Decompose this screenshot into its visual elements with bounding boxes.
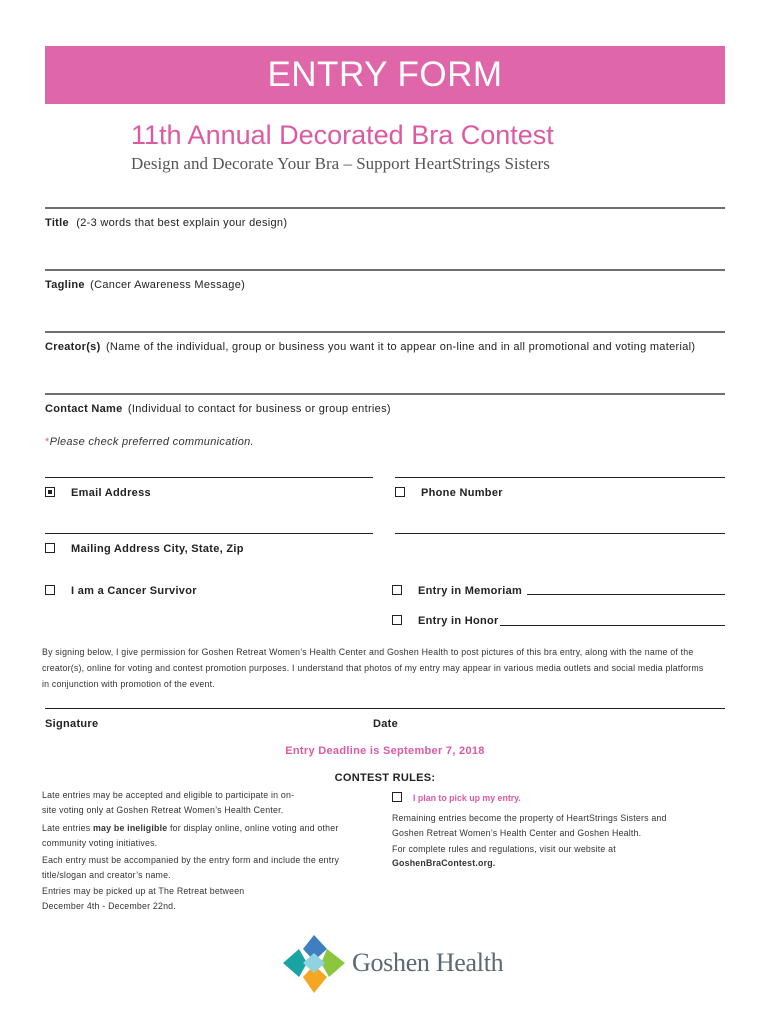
creators-top-rule [45, 331, 725, 333]
title-hint: (2-3 words that best explain your design) [76, 217, 288, 229]
honor-checkbox[interactable] [392, 615, 402, 625]
tagline-label: Tagline [45, 279, 85, 291]
communication-note [45, 436, 254, 448]
email-option-label: Email Address [71, 487, 151, 499]
rule-late-entries: Late entries may be accepted and eligible to participate in on-site voting only at Goshen Retreat Women’s Health Center. [42, 790, 295, 815]
tagline-top-rule [45, 269, 725, 271]
rule-ineligible-a: Late entries [42, 823, 94, 833]
title-field-label [45, 217, 287, 229]
contest-subtitle: Design and Decorate Your Bra – Support HeartStrings Sisters [131, 154, 550, 173]
rule-ineligible-b: may be ineligible [93, 823, 168, 833]
contact-hint: (Individual to contact for business or group entries) [127, 403, 391, 415]
honor-line[interactable] [500, 625, 725, 626]
memoriam-option-label: Entry in Memoriam [418, 585, 523, 597]
contest-title: 11th Annual Decorated Bra Contest [131, 120, 554, 150]
mailing-option-label: Mailing Address City, State, Zip [71, 543, 244, 555]
phone-checkbox[interactable] [395, 487, 405, 497]
goshen-health-logo-icon [281, 933, 347, 995]
rule-accompanied: Each entry must be accompanied by the entry form and include the entry title/slogan and creator’s name. [42, 855, 340, 880]
mailing-checkbox[interactable] [45, 543, 55, 553]
date-label: Date [373, 718, 399, 730]
rule-ineligible [42, 821, 362, 851]
contact-field-label [45, 403, 391, 415]
logo-segment-center [303, 953, 325, 973]
required-asterisk: * [45, 436, 50, 448]
title-label: Title [45, 217, 69, 229]
contact-top-rule [45, 393, 725, 395]
survivor-option-label: I am a Cancer Survivor [71, 585, 197, 597]
memoriam-checkbox[interactable] [392, 585, 402, 595]
creators-label: Creator(s) [45, 341, 101, 353]
goshen-health-logo-text: Goshen Health [352, 948, 504, 977]
title-top-rule [45, 207, 725, 209]
signature-label: Signature [45, 718, 99, 730]
signature-line[interactable] [45, 708, 373, 709]
creators-input-area[interactable] [45, 357, 725, 391]
consent-paragraph: By signing below, I give permission for Goshen Retreat Women’s Health Center and Goshen Health to post pictures of this bra entry, along with the name of the creator(s), online for voting and contest promotion purposes. I understand that photos of my entry may appear in various media outlets and social media platforms in conjunction with promotion of the event. [42, 647, 704, 689]
contact-name-line-right[interactable] [395, 477, 725, 478]
rule-remaining-entries: Remaining entries become the property of HeartStrings Sisters and Goshen Retreat Women’s Health Center and Goshen Health. [392, 813, 667, 838]
rule-pickup-dates: Entries may be picked up at The Retreat between December 4th - December 22nd. [42, 886, 245, 911]
rule-ineligible-c: for display online, online voting and other community voting initiatives. [42, 823, 339, 848]
communication-note-text: Please check preferred communication. [49, 436, 254, 448]
creators-hint: (Name of the individual, group or business you want it to appear on-line and in all promotional and voting material) [105, 341, 696, 353]
tagline-field-label [45, 279, 245, 291]
survivor-checkbox[interactable] [45, 585, 55, 595]
entry-deadline: Entry Deadline is September 7, 2018 [285, 745, 485, 757]
email-line[interactable] [45, 533, 373, 534]
title-input-area[interactable] [45, 233, 725, 267]
phone-line[interactable] [395, 533, 725, 534]
contest-rules-title: CONTEST RULES: [334, 772, 436, 784]
date-line[interactable] [373, 708, 725, 709]
contact-label: Contact Name [45, 403, 123, 415]
honor-option-label: Entry in Honor [418, 615, 499, 627]
phone-option-label: Phone Number [421, 487, 503, 499]
tagline-input-area[interactable] [45, 295, 725, 329]
pickup-checkbox[interactable] [392, 792, 402, 802]
tagline-hint: (Cancer Awareness Message) [90, 279, 246, 291]
contact-name-line-left[interactable] [45, 477, 373, 478]
creators-field-label [45, 341, 695, 353]
rule-website-link[interactable] [392, 856, 692, 871]
rule-website-text: For complete rules and regulations, visit our website at [392, 844, 616, 854]
entry-form-banner: ENTRY FORM [45, 46, 725, 104]
memoriam-line[interactable] [527, 594, 725, 595]
pickup-label: I plan to pick up my entry. [413, 793, 521, 803]
email-checkbox[interactable] [45, 487, 55, 497]
website-link-text[interactable]: GoshenBraContest.org. [392, 858, 496, 868]
